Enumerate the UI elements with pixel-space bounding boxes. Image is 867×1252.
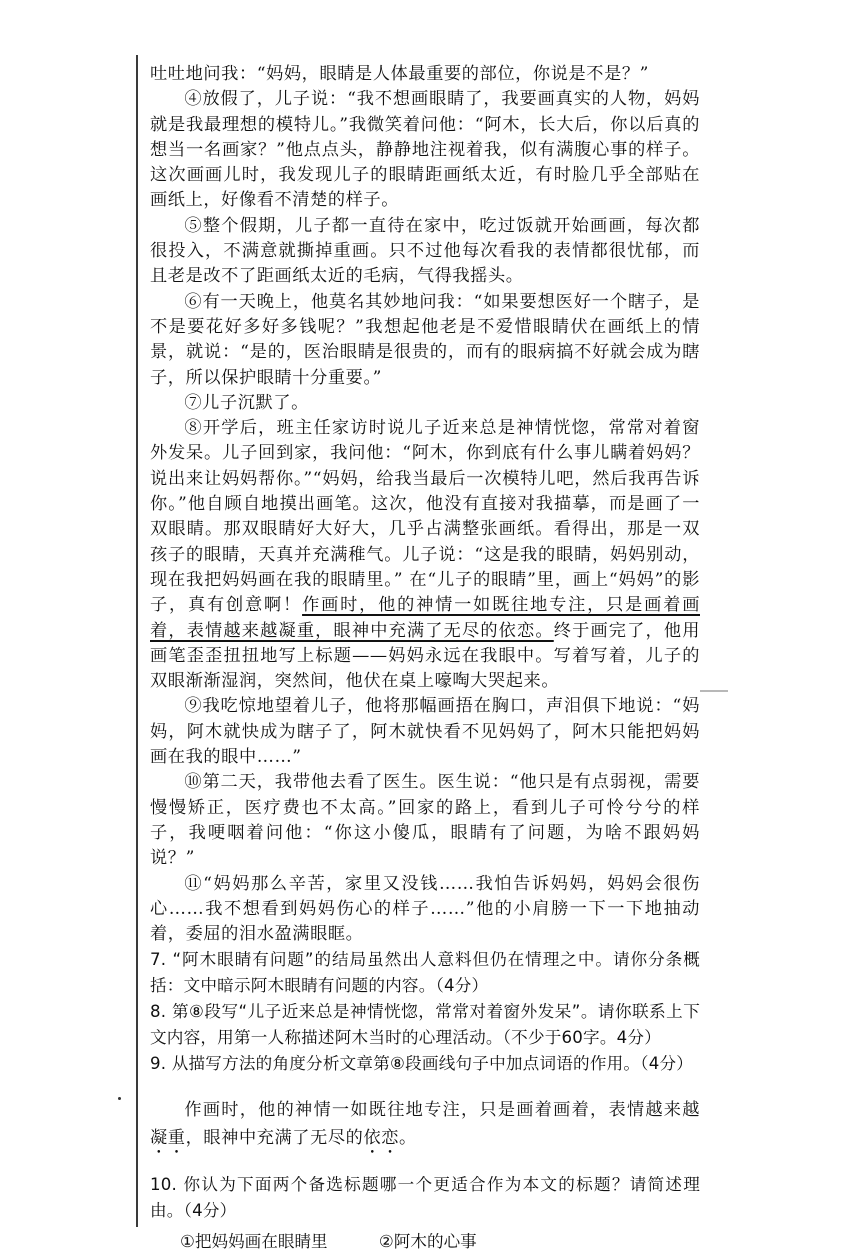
quote-part-b: ，眼神中充满了无尽的 bbox=[185, 1128, 364, 1149]
paragraph-6: ⑥有一天晚上，他莫名其妙地问我：“如果要想医好一个瞎子，是不是要花好多好多钱呢？”我想起他老是不爱惜眼睛伏在画纸上的情景，就说：“是的，医治眼睛是很贵的，而有的眼病搞不好就会成为瞎子，所以保护眼睛十分重要。” bbox=[150, 291, 700, 388]
quote-part-a: 作画时，他的神情一如既往地专注，只是画着画着，表情越来越 bbox=[184, 1100, 700, 1121]
paragraph-4: ④放假了，儿子说：“我不想画眼睛了，我要画真实的人物，妈妈就是我最理想的模特儿。”我微笑着问他：“阿木，长大后，你以后真的想当一名画家？”他点点头，静静地注视着我，似有满腹心事的样子。这次画画儿时，我发现儿子的眼睛距画纸太近，有时脸几乎全部贴在画纸上，好像看不清楚的样子。 bbox=[150, 89, 700, 211]
document-body bbox=[150, 62, 700, 1252]
quote-part-c: 。 bbox=[399, 1128, 417, 1149]
paragraph-11: ⑪“妈妈那么辛苦，家里又没钱……我怕告诉妈妈，妈妈会很伤心……我不想看到妈妈伤心的样子……”他的小肩膀一下一下地抽动着，委屈的泪水盈满眼眶。 bbox=[150, 873, 700, 945]
paragraph-7: ⑦儿子沉默了。 bbox=[184, 392, 309, 413]
paragraph-10: ⑩第二天，我带他去看了医生。医生说：“他只是有点弱视，需要慢慢矫正，医疗费也不太高。”回家的路上，看到儿子可怜兮兮的样子，我哽咽着问他：“你这小傻瓜，眼睛有了问题，为啥不跟妈妈说？” bbox=[150, 772, 700, 869]
question-9-quoted-sentence bbox=[150, 1096, 700, 1158]
scan-smudge bbox=[700, 690, 728, 692]
paragraph-8-underlined-sentence: 作画时，他的神情一如既往地专注，只是画着画着，表情越来越凝重，眼神中充满了无尽的依恋。 bbox=[150, 595, 700, 641]
paragraph-5: ⑤整个假期，儿子都一直待在家中，吃过饭就开始画画，每次都很投入，不满意就撕掉重画。只不过他每次看我的表情都很忧郁，而且老是改不了距画纸太近的毛病，气得我摇头。 bbox=[150, 215, 700, 287]
option-2: ②阿木的心事 bbox=[378, 1231, 477, 1251]
question-7: 7. “阿木眼睛有问题”的结局虽然出人意料但仍在情理之中。请你分条概括：文中暗示阿木眼睛有问题的内容。（4分） bbox=[150, 950, 700, 996]
dotted-word-2: 依恋 bbox=[363, 1128, 400, 1149]
dotted-word-1: 凝重 bbox=[150, 1128, 186, 1149]
option-1: ①把妈妈画在眼睛里 bbox=[180, 1231, 328, 1251]
scan-speck bbox=[118, 1097, 121, 1100]
page-edge-line bbox=[136, 55, 138, 1227]
paragraph-8 bbox=[150, 416, 700, 694]
paragraph-fragment: 吐吐地问我：“妈妈，眼睛是人体最重要的部位，你说是不是？” bbox=[150, 64, 650, 84]
paragraph-8-before: ⑧开学后，班主任家访时说儿子近来总是神情恍惚，常常对着窗外发呆。儿子回到家，我问他：“阿木，你到底有什么事儿瞒着妈妈？说出来让妈妈帮你。”“妈妈，给我当最后一次模特儿吧，然后我再告诉你。”他自顾自地摸出画笔。这次，他没有直接对我描摹，而是画了一双眼睛。那双眼睛好大好大，几乎占满整张画纸。看得出，那是一双孩子的眼睛，天真并充满稚气。儿子说：“这是我的眼睛，妈妈别动，现在我把妈妈画在我的眼睛里。” 在“儿子的眼睛”里，画上“妈妈”的影子，真有创意啊！ bbox=[150, 418, 700, 616]
question-10: 10. 你认为下面两个备选标题哪一个更适合作为本文的标题？请简述理由。（4分） bbox=[150, 1175, 700, 1221]
paragraph-9: ⑨我吃惊地望着儿子，他将那幅画捂在胸口，声泪俱下地说：“妈妈，阿木就快成为瞎子了，阿木就快看不见妈妈了，阿木只能把妈妈画在我的眼中……” bbox=[150, 696, 700, 768]
question-9: 9. 从描写方法的角度分析文章第⑧段画线句子中加点词语的作用。（4分） bbox=[150, 1053, 694, 1073]
paragraph-8-after: 终于画完了，他用画笔歪歪扭扭地写上标题——妈妈永远在我眼中。写着写着，儿子的双眼渐渐湿润，突然间，他伏在桌上嚎啕大哭起来。 bbox=[150, 620, 700, 692]
question-10-options bbox=[180, 1228, 700, 1252]
question-8: 8. 第⑧段写“儿子近来总是神情恍惚，常常对着窗外发呆”。请你联系上下文内容，用第一人称描述阿木当时的心理活动。（不少于60字。4分） bbox=[150, 1001, 700, 1047]
